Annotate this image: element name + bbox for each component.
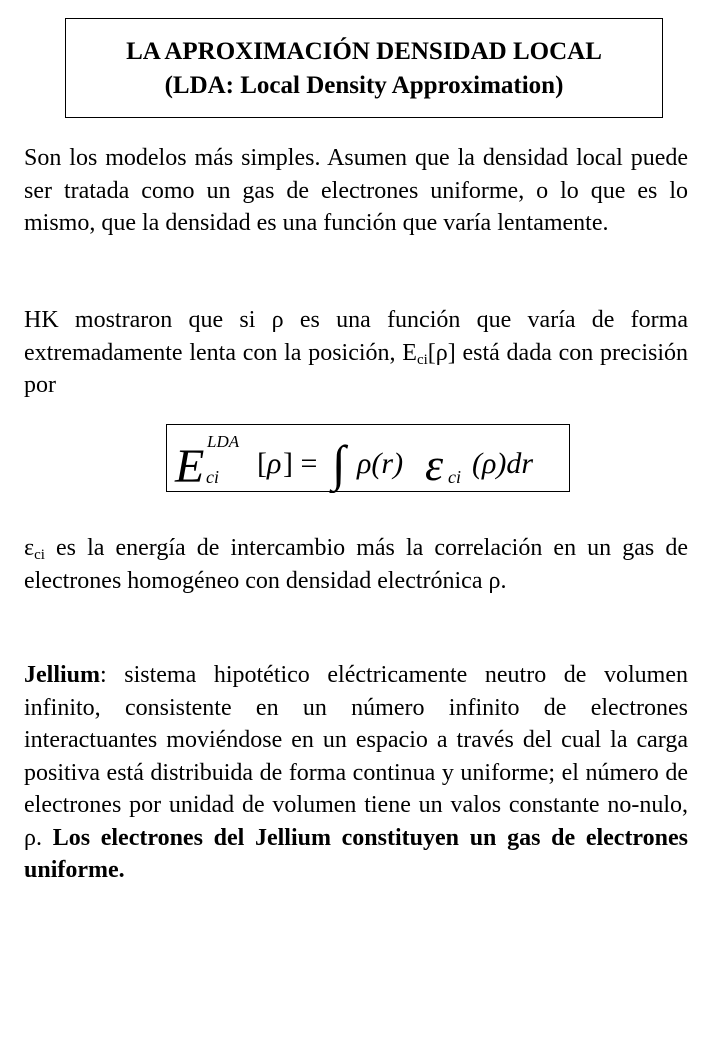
formula-bracket-open: [: [257, 447, 267, 480]
paragraph-hk: [24, 304, 688, 402]
paragraph-epsilon: [24, 532, 688, 597]
jellium-term: Jellium: [24, 662, 100, 688]
formula-epsilon: ε: [425, 439, 444, 490]
lda-formula: [166, 424, 570, 492]
paragraph-hk-subscript: ci: [416, 351, 428, 368]
paragraph-hk-text-2: [ρ] está dada con precisión por: [24, 339, 688, 398]
formula-rho-r: ρ(r): [357, 447, 404, 480]
paragraph-intro: Son los modelos más simples. Asumen que la densidad local puede ser tratada como un gas de electrones uniforme, o lo que es lo mismo, que la densidad es una función que varía lentamente.: [24, 145, 688, 236]
formula-rho: ρ: [267, 447, 282, 480]
lda-formula-svg: [167, 425, 571, 493]
formula-subscript: ci: [206, 467, 219, 487]
paragraph-hk-text-1: HK mostraron que si ρ es una función que varía de forma extremadamente lenta con la posición, E: [24, 307, 688, 366]
title-line-2: (LDA: Local Density Approximation): [164, 72, 564, 99]
formula-superscript: LDA: [207, 432, 240, 451]
formula-bracket-close: ] =: [283, 447, 318, 480]
title-box: [65, 18, 663, 118]
jellium-definition: : sistema hipotético eléctricamente neutro de volumen infinito, consistente en un número infinito de electrones interactuantes moviéndose en un espacio a través del cual la carga positiva está distribuida de forma continua y uniforme; el número de electrones por unidad de volumen tiene un valos constante no-nulo, ρ.: [24, 662, 688, 851]
epsilon-symbol: ε: [24, 535, 35, 561]
formula-E: E: [175, 440, 205, 493]
paragraph-jellium: [24, 659, 688, 887]
paragraph-epsilon-text: es la energía de intercambio más la correlación en un gas de electrones homogéneo con densidad electrónica ρ.: [24, 535, 688, 594]
formula-integral: ∫: [332, 435, 346, 491]
formula-rest: (ρ)dr: [472, 447, 534, 480]
title-line-1: LA APROXIMACIÓN DENSIDAD LOCAL: [126, 38, 602, 65]
epsilon-subscript: ci: [34, 547, 45, 563]
formula-epsilon-subscript: ci: [448, 467, 461, 487]
jellium-conclusion: Los electrones del Jellium constituyen un gas de electrones uniforme.: [24, 824, 688, 883]
